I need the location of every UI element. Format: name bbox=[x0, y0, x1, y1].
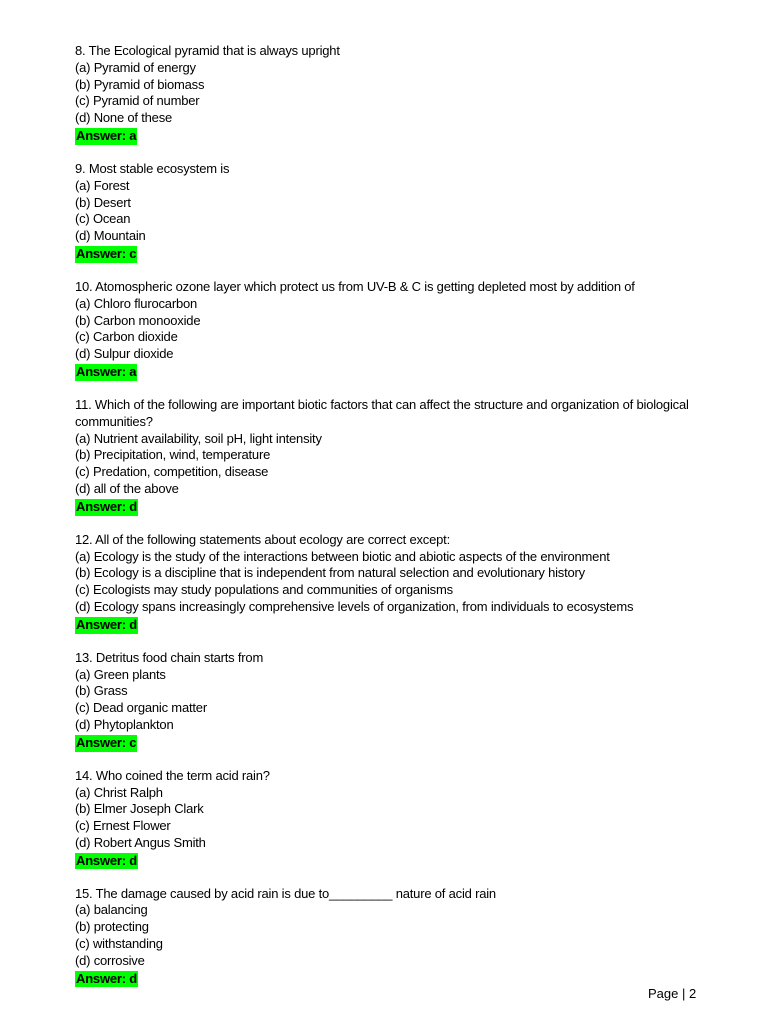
option-d: (d) Robert Angus Smith bbox=[75, 834, 206, 850]
option-d: (d) all of the above bbox=[75, 480, 179, 496]
option-b: (b) protecting bbox=[75, 919, 149, 935]
option-b: (b) Ecology is a discipline that is independent from natural selection and evolutionary history bbox=[75, 565, 585, 581]
question-stem: 15. The damage caused by acid rain is due to_________ nature of acid rain bbox=[75, 885, 496, 901]
page-number-footer: Page | 2 bbox=[648, 986, 697, 1001]
answer-highlight: Answer: c bbox=[76, 734, 137, 750]
option-d: (d) Phytoplankton bbox=[75, 716, 174, 732]
option-a: (a) Nutrient availability, soil pH, light intensity bbox=[75, 430, 322, 446]
option-a: (a) balancing bbox=[75, 902, 148, 918]
question-stem: 13. Detritus food chain starts from bbox=[75, 649, 264, 665]
option-a: (a) Ecology is the study of the interactions between biotic and abiotic aspects of the environment bbox=[75, 548, 610, 564]
answer-highlight: Answer: a bbox=[76, 363, 137, 379]
answer-highlight: Answer: a bbox=[76, 127, 137, 143]
option-b: (b) Grass bbox=[75, 683, 128, 699]
answer-highlight: Answer: d bbox=[76, 616, 138, 632]
question-stem: 14. Who coined the term acid rain? bbox=[75, 767, 270, 783]
option-c: (c) Pyramid of number bbox=[75, 93, 200, 109]
option-c: (c) Carbon dioxide bbox=[75, 329, 178, 345]
answer-highlight: Answer: d bbox=[76, 970, 138, 986]
answer-highlight: Answer: c bbox=[76, 245, 137, 261]
question-15 bbox=[75, 886, 715, 988]
option-c: (c) Predation, competition, disease bbox=[75, 464, 269, 480]
option-b: (b) Precipitation, wind, temperature bbox=[75, 447, 271, 463]
option-d: (d) Mountain bbox=[75, 228, 146, 244]
question-10 bbox=[75, 279, 715, 381]
question-stem: 10. Atomospheric ozone layer which protect us from UV-B & C is getting depleted most by addition of bbox=[75, 278, 635, 294]
question-12 bbox=[75, 532, 715, 634]
option-b: (b) Elmer Joseph Clark bbox=[75, 801, 204, 817]
option-c: (c) Dead organic matter bbox=[75, 700, 207, 716]
option-d: (d) None of these bbox=[75, 110, 173, 126]
question-stem: 9. Most stable ecosystem is bbox=[75, 160, 230, 176]
option-d: (d) Ecology spans increasingly comprehensive levels of organization, from individuals to ecosystems bbox=[75, 598, 634, 614]
option-c: (c) Ocean bbox=[75, 211, 131, 227]
option-b: (b) Carbon monooxide bbox=[75, 312, 201, 328]
option-a: (a) Forest bbox=[75, 177, 130, 193]
option-c: (c) Ecologists may study populations and communities of organisms bbox=[75, 582, 453, 598]
option-c: (c) withstanding bbox=[75, 936, 163, 952]
question-9 bbox=[75, 161, 715, 263]
question-list bbox=[75, 43, 715, 1004]
question-8 bbox=[75, 43, 715, 145]
question-stem: 8. The Ecological pyramid that is always upright bbox=[75, 43, 340, 58]
option-d: (d) Sulpur dioxide bbox=[75, 346, 174, 362]
option-b: (b) Pyramid of biomass bbox=[75, 76, 205, 92]
option-a: (a) Chloro flurocarbon bbox=[75, 295, 198, 311]
option-c: (c) Ernest Flower bbox=[75, 818, 171, 834]
question-11 bbox=[75, 397, 715, 516]
question-14 bbox=[75, 768, 715, 870]
question-13 bbox=[75, 650, 715, 752]
answer-highlight: Answer: d bbox=[76, 852, 138, 868]
option-b: (b) Desert bbox=[75, 194, 131, 210]
question-stem: 11. Which of the following are important biotic factors that can affect the structure and organization of biological communities? bbox=[75, 396, 693, 429]
question-stem: 12. All of the following statements about ecology are correct except: bbox=[75, 531, 450, 547]
option-a: (a) Green plants bbox=[75, 666, 166, 682]
answer-highlight: Answer: d bbox=[76, 498, 138, 514]
option-a: (a) Christ Ralph bbox=[75, 784, 163, 800]
option-a: (a) Pyramid of energy bbox=[75, 59, 196, 75]
option-d: (d) corrosive bbox=[75, 952, 145, 968]
